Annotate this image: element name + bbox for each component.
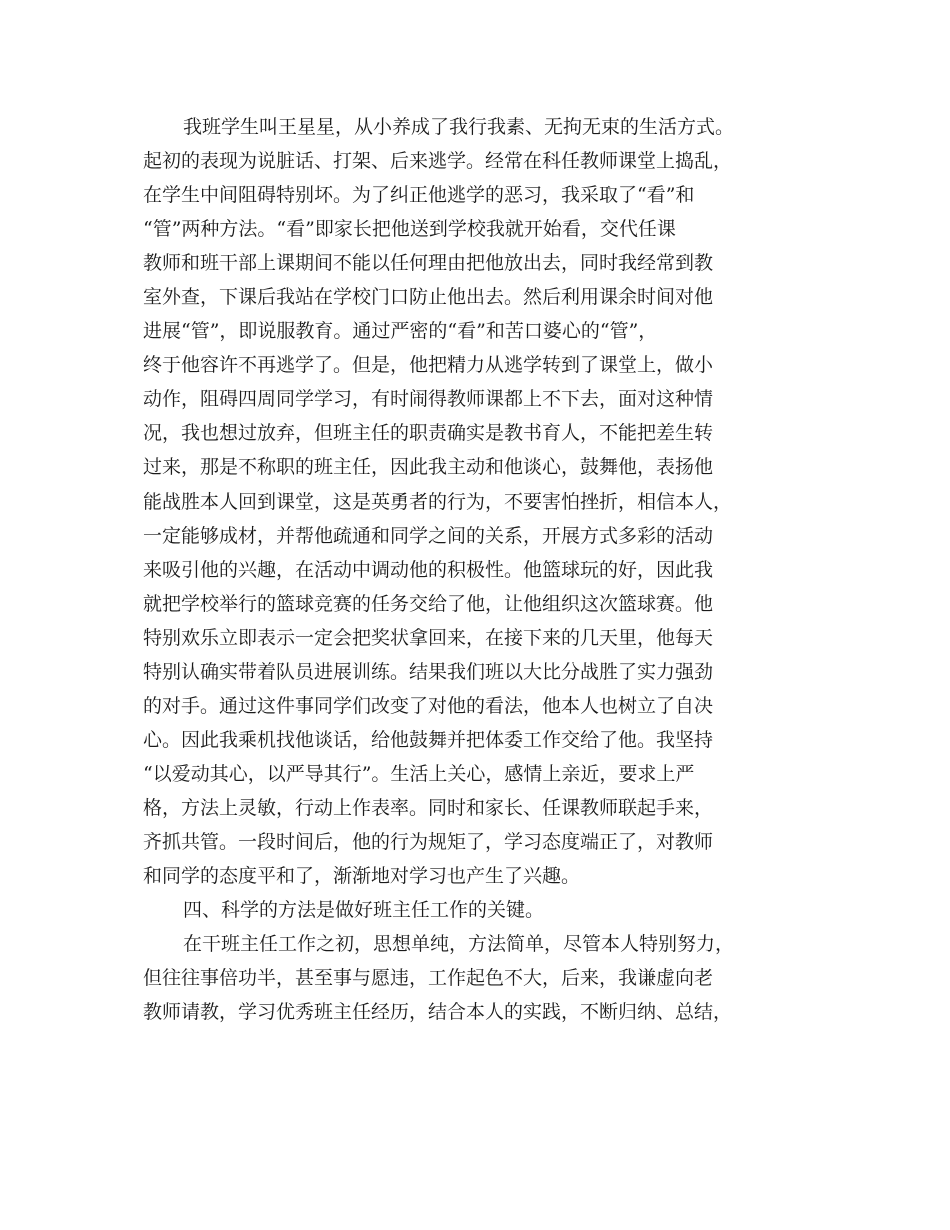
paragraph-line: 教师和班干部上课期间不能以任何理由把他放出去，同时我经常到教 [143,252,714,275]
paragraph-line: 一定能够成材，并帮他疏通和同学之间的关系，开展方式多彩的活动 [143,524,714,547]
paragraph-line: 在学生中间阻碍特别坏。为了纠正他逃学的恶习，我采取了“看”和 [143,184,695,207]
paragraph-line: 齐抓共管。一段时间后，他的行为规矩了，学习态度端正了，对教师 [143,830,714,853]
paragraph-line: 特别欢乐立即表示一定会把奖状拿回来，在接下来的几天里，他每天 [143,626,714,649]
paragraph-line: “以爱动其心，以严导其行”。生活上关心，感情上亲近，要求上严 [143,762,695,785]
document-body [143,110,823,1029]
paragraph-line: 教师请教，学习优秀班主任经历，结合本人的实践，不断归纳、总结， [143,1001,733,1024]
paragraph-line: 但往往事倍功半，甚至事与愿违，工作起色不大，后来，我谦虚向老 [143,967,714,990]
paragraph-line: 和同学的态度平和了，渐渐地对学习也产生了兴趣。 [143,865,581,888]
paragraph-line: 室外查，下课后我站在学校门口防止他出去。然后利用课余时间对他 [143,286,714,309]
paragraph-line: 况，我也想过放弃，但班主任的职责确实是教书育人，不能把差生转 [143,422,714,445]
paragraph-line: 格，方法上灵敏，行动上作表率。同时和家长、任课教师联起手来， [143,796,714,819]
paragraph-line: 就把学校举行的篮球竞赛的任务交给了他，让他组织这次篮球赛。他 [143,592,714,615]
paragraph-line: “管”两种方法。“看”即家长把他送到学校我就开始看，交代任课 [143,218,676,241]
paragraph-line: 过来，那是不称职的班主任，因此我主动和他谈心，鼓舞他，表扬他 [143,456,714,479]
paragraph-line: 我班学生叫王星星，从小养成了我行我素、无拘无束的生活方式。 [183,116,735,138]
paragraph-line: 心。因此我乘机找他谈话，给他鼓舞并把体委工作交给了他。我坚持 [143,728,714,751]
paragraph-line: 的对手。通过这件事同学们改变了对他的看法，他本人也树立了自决 [143,694,714,717]
paragraph-line: 特别认确实带着队员进展训练。结果我们班以大比分战胜了实力强劲 [143,660,714,683]
paragraph-line: 能战胜本人回到课堂，这是英勇者的行为，不要害怕挫折，相信本人， [143,490,733,513]
paragraph-line: 动作，阻碍四周同学学习，有时闹得教师课都上不下去，面对这种情 [143,388,714,411]
paragraph-line: 终于他容许不再逃学了。但是，他把精力从逃学转到了课堂上，做小 [143,354,714,377]
paragraph-line: 进展“管”，即说服教育。通过严密的“看”和苦口婆心的“管”， [143,320,658,343]
paragraph-line: 来吸引他的兴趣，在活动中调动他的积极性。他篮球玩的好，因此我 [143,558,714,581]
paragraph-line: 在干班主任工作之初，思想单纯，方法简单，尽管本人特别努力， [183,933,735,956]
section-heading: 四、科学的方法是做好班主任工作的关键。 [183,899,545,922]
paragraph-line: 起初的表现为说脏话、打架、后来逃学。经常在科任教师课堂上捣乱， [143,150,733,173]
